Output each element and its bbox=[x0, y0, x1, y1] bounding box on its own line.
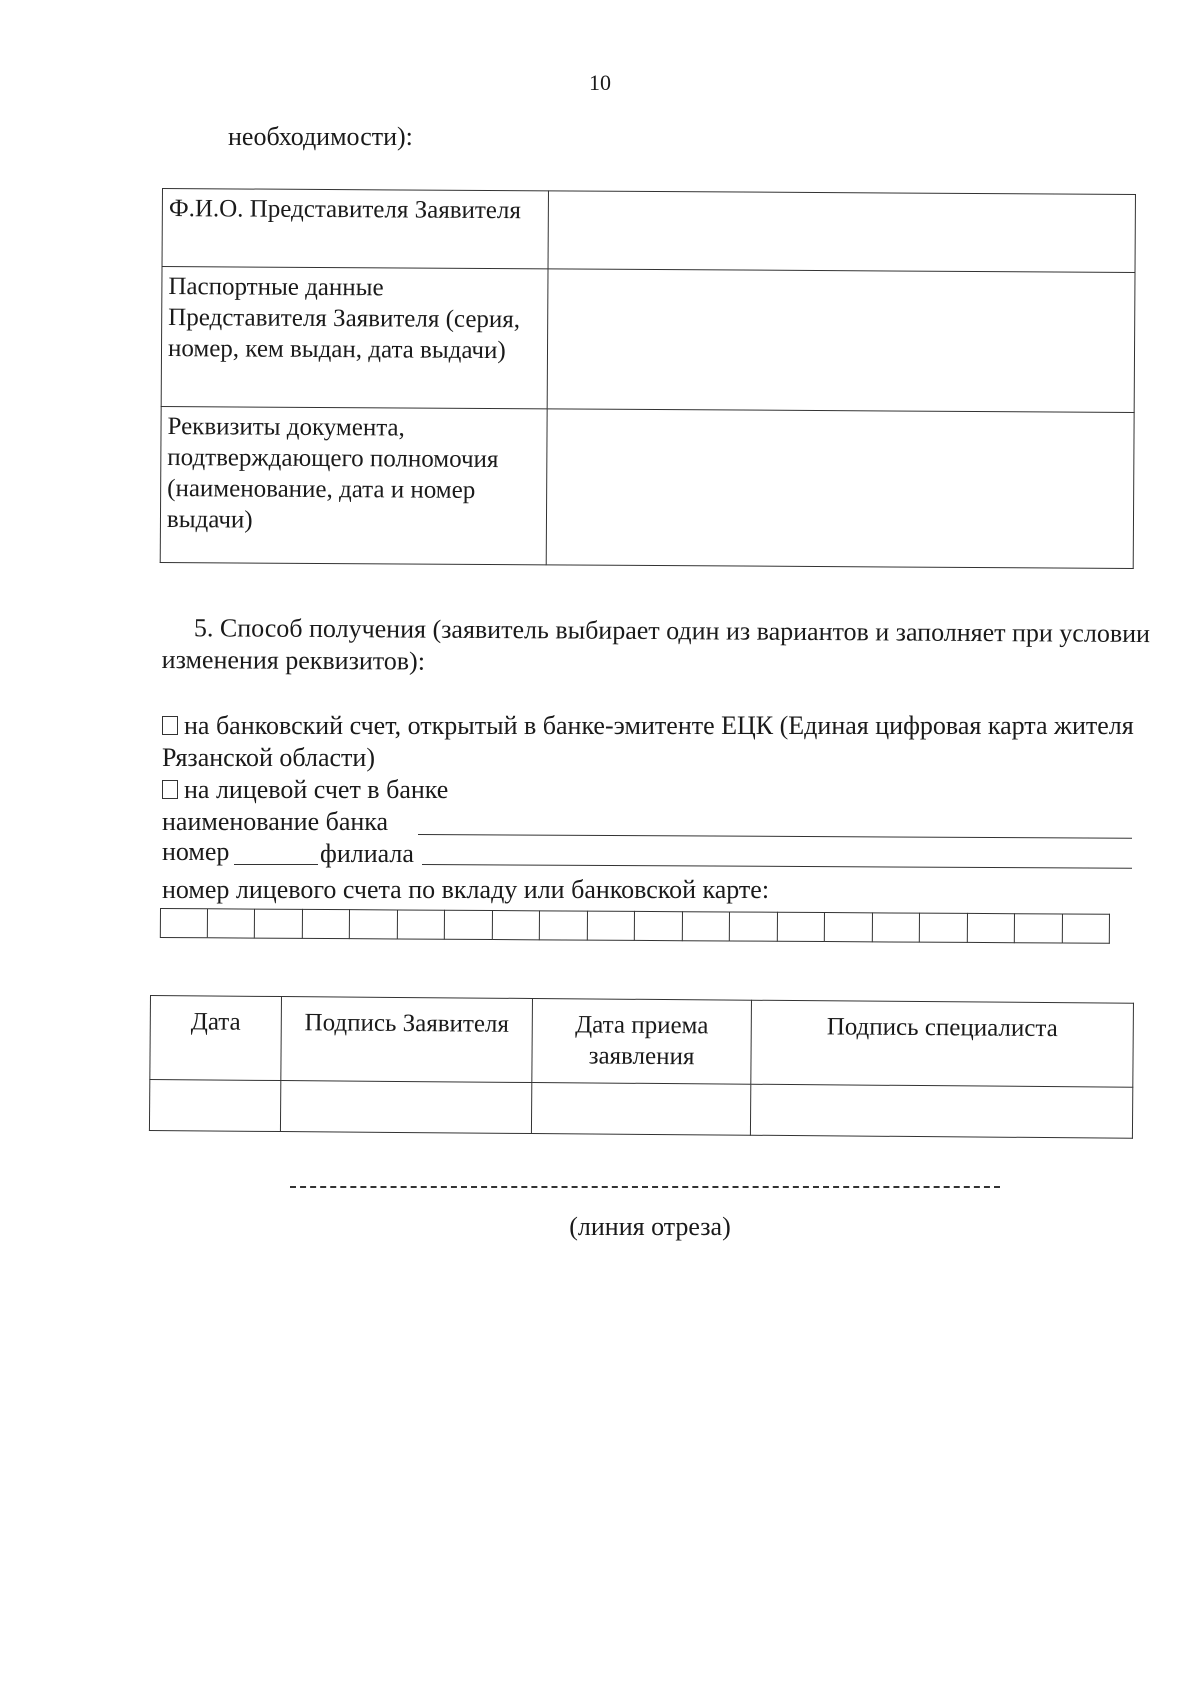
account-digit-cell[interactable] bbox=[302, 909, 350, 939]
account-digit-cell[interactable] bbox=[350, 909, 398, 939]
account-label: номер лицевого счета по вкладу или банковской карте: bbox=[162, 875, 770, 904]
number-field[interactable] bbox=[234, 864, 318, 865]
account-digit-cell[interactable] bbox=[255, 909, 303, 939]
account-digit-cell[interactable] bbox=[160, 908, 208, 938]
cut-line-label: (линия отреза) bbox=[569, 1212, 731, 1241]
branch-field[interactable] bbox=[422, 864, 1132, 869]
account-digit-cell[interactable] bbox=[587, 911, 635, 941]
account-digit-cell[interactable] bbox=[207, 908, 255, 938]
passport-field[interactable] bbox=[547, 269, 1135, 413]
authority-doc-label: Реквизиты документа, подтверждающего полномочия (наименование, дата и номер выдачи) bbox=[160, 406, 547, 564]
account-digit-cell[interactable] bbox=[445, 910, 493, 940]
section-5-heading bbox=[162, 612, 1152, 682]
specialist-signature-cell[interactable] bbox=[750, 1084, 1132, 1138]
date-cell[interactable] bbox=[149, 1080, 280, 1132]
account-digit-cell[interactable] bbox=[872, 912, 920, 942]
account-digit-cell[interactable] bbox=[967, 913, 1015, 943]
account-digit-cell[interactable] bbox=[540, 910, 588, 940]
bank-name-label: наименование банка bbox=[162, 807, 389, 836]
number-label: номер bbox=[162, 837, 230, 866]
account-digit-cell[interactable] bbox=[825, 912, 873, 942]
option-bank-card bbox=[162, 710, 1172, 774]
table-row bbox=[161, 267, 1135, 413]
account-digit-cell[interactable] bbox=[920, 913, 968, 943]
account-digit-cell[interactable] bbox=[682, 911, 730, 941]
option-bank-card-label: на банковский счет, открытый в банке-эмитенте ЕЦК (Единая цифровая карта жителя Рязанской области) bbox=[162, 711, 1134, 772]
account-digit-cell[interactable] bbox=[635, 911, 683, 941]
fio-label: Ф.И.О. Представителя Заявителя bbox=[162, 189, 548, 269]
account-digit-cell[interactable] bbox=[1015, 913, 1063, 943]
table-header-row bbox=[150, 996, 1134, 1088]
specialist-signature-header: Подпись специалиста bbox=[751, 1000, 1134, 1087]
passport-label: Паспортные данные Представителя Заявителя (серия, номер, кем выдан, дата выдачи) bbox=[161, 267, 548, 409]
personal-account-checkbox[interactable] bbox=[162, 780, 178, 799]
account-digit-cell[interactable] bbox=[397, 909, 445, 939]
section-5-text: 5. Способ получения (заявитель выбирает один из вариантов и заполняет при условии изменения реквизитов): bbox=[161, 613, 1151, 676]
table-row bbox=[162, 189, 1135, 273]
fio-field[interactable] bbox=[548, 191, 1136, 273]
option-personal-account bbox=[162, 774, 1172, 806]
page-number: 10 bbox=[589, 70, 611, 95]
branch-label: филиала bbox=[320, 839, 414, 868]
date-header: Дата bbox=[150, 996, 282, 1081]
table-row bbox=[160, 406, 1134, 568]
authority-doc-field[interactable] bbox=[546, 409, 1134, 569]
intro-text: необходимости): bbox=[228, 122, 413, 151]
receipt-date-header: Дата приема заявления bbox=[532, 999, 752, 1085]
account-digit-cell[interactable] bbox=[730, 911, 778, 941]
account-number-grid[interactable] bbox=[160, 908, 1110, 944]
table-row bbox=[149, 1080, 1132, 1139]
applicant-signature-header: Подпись Заявителя bbox=[281, 997, 533, 1083]
representative-table bbox=[160, 188, 1136, 569]
receipt-date-cell[interactable] bbox=[531, 1083, 750, 1136]
account-digit-cell[interactable] bbox=[777, 912, 825, 942]
option-personal-account-label: на лицевой счет в банке bbox=[184, 775, 449, 804]
cut-line bbox=[290, 1186, 1000, 1188]
account-digit-cell[interactable] bbox=[492, 910, 540, 940]
bank-card-checkbox[interactable] bbox=[162, 716, 178, 735]
signature-table bbox=[149, 995, 1134, 1139]
account-digit-cell[interactable] bbox=[1062, 914, 1110, 944]
bank-name-field[interactable] bbox=[418, 834, 1132, 839]
applicant-signature-cell[interactable] bbox=[280, 1081, 531, 1134]
